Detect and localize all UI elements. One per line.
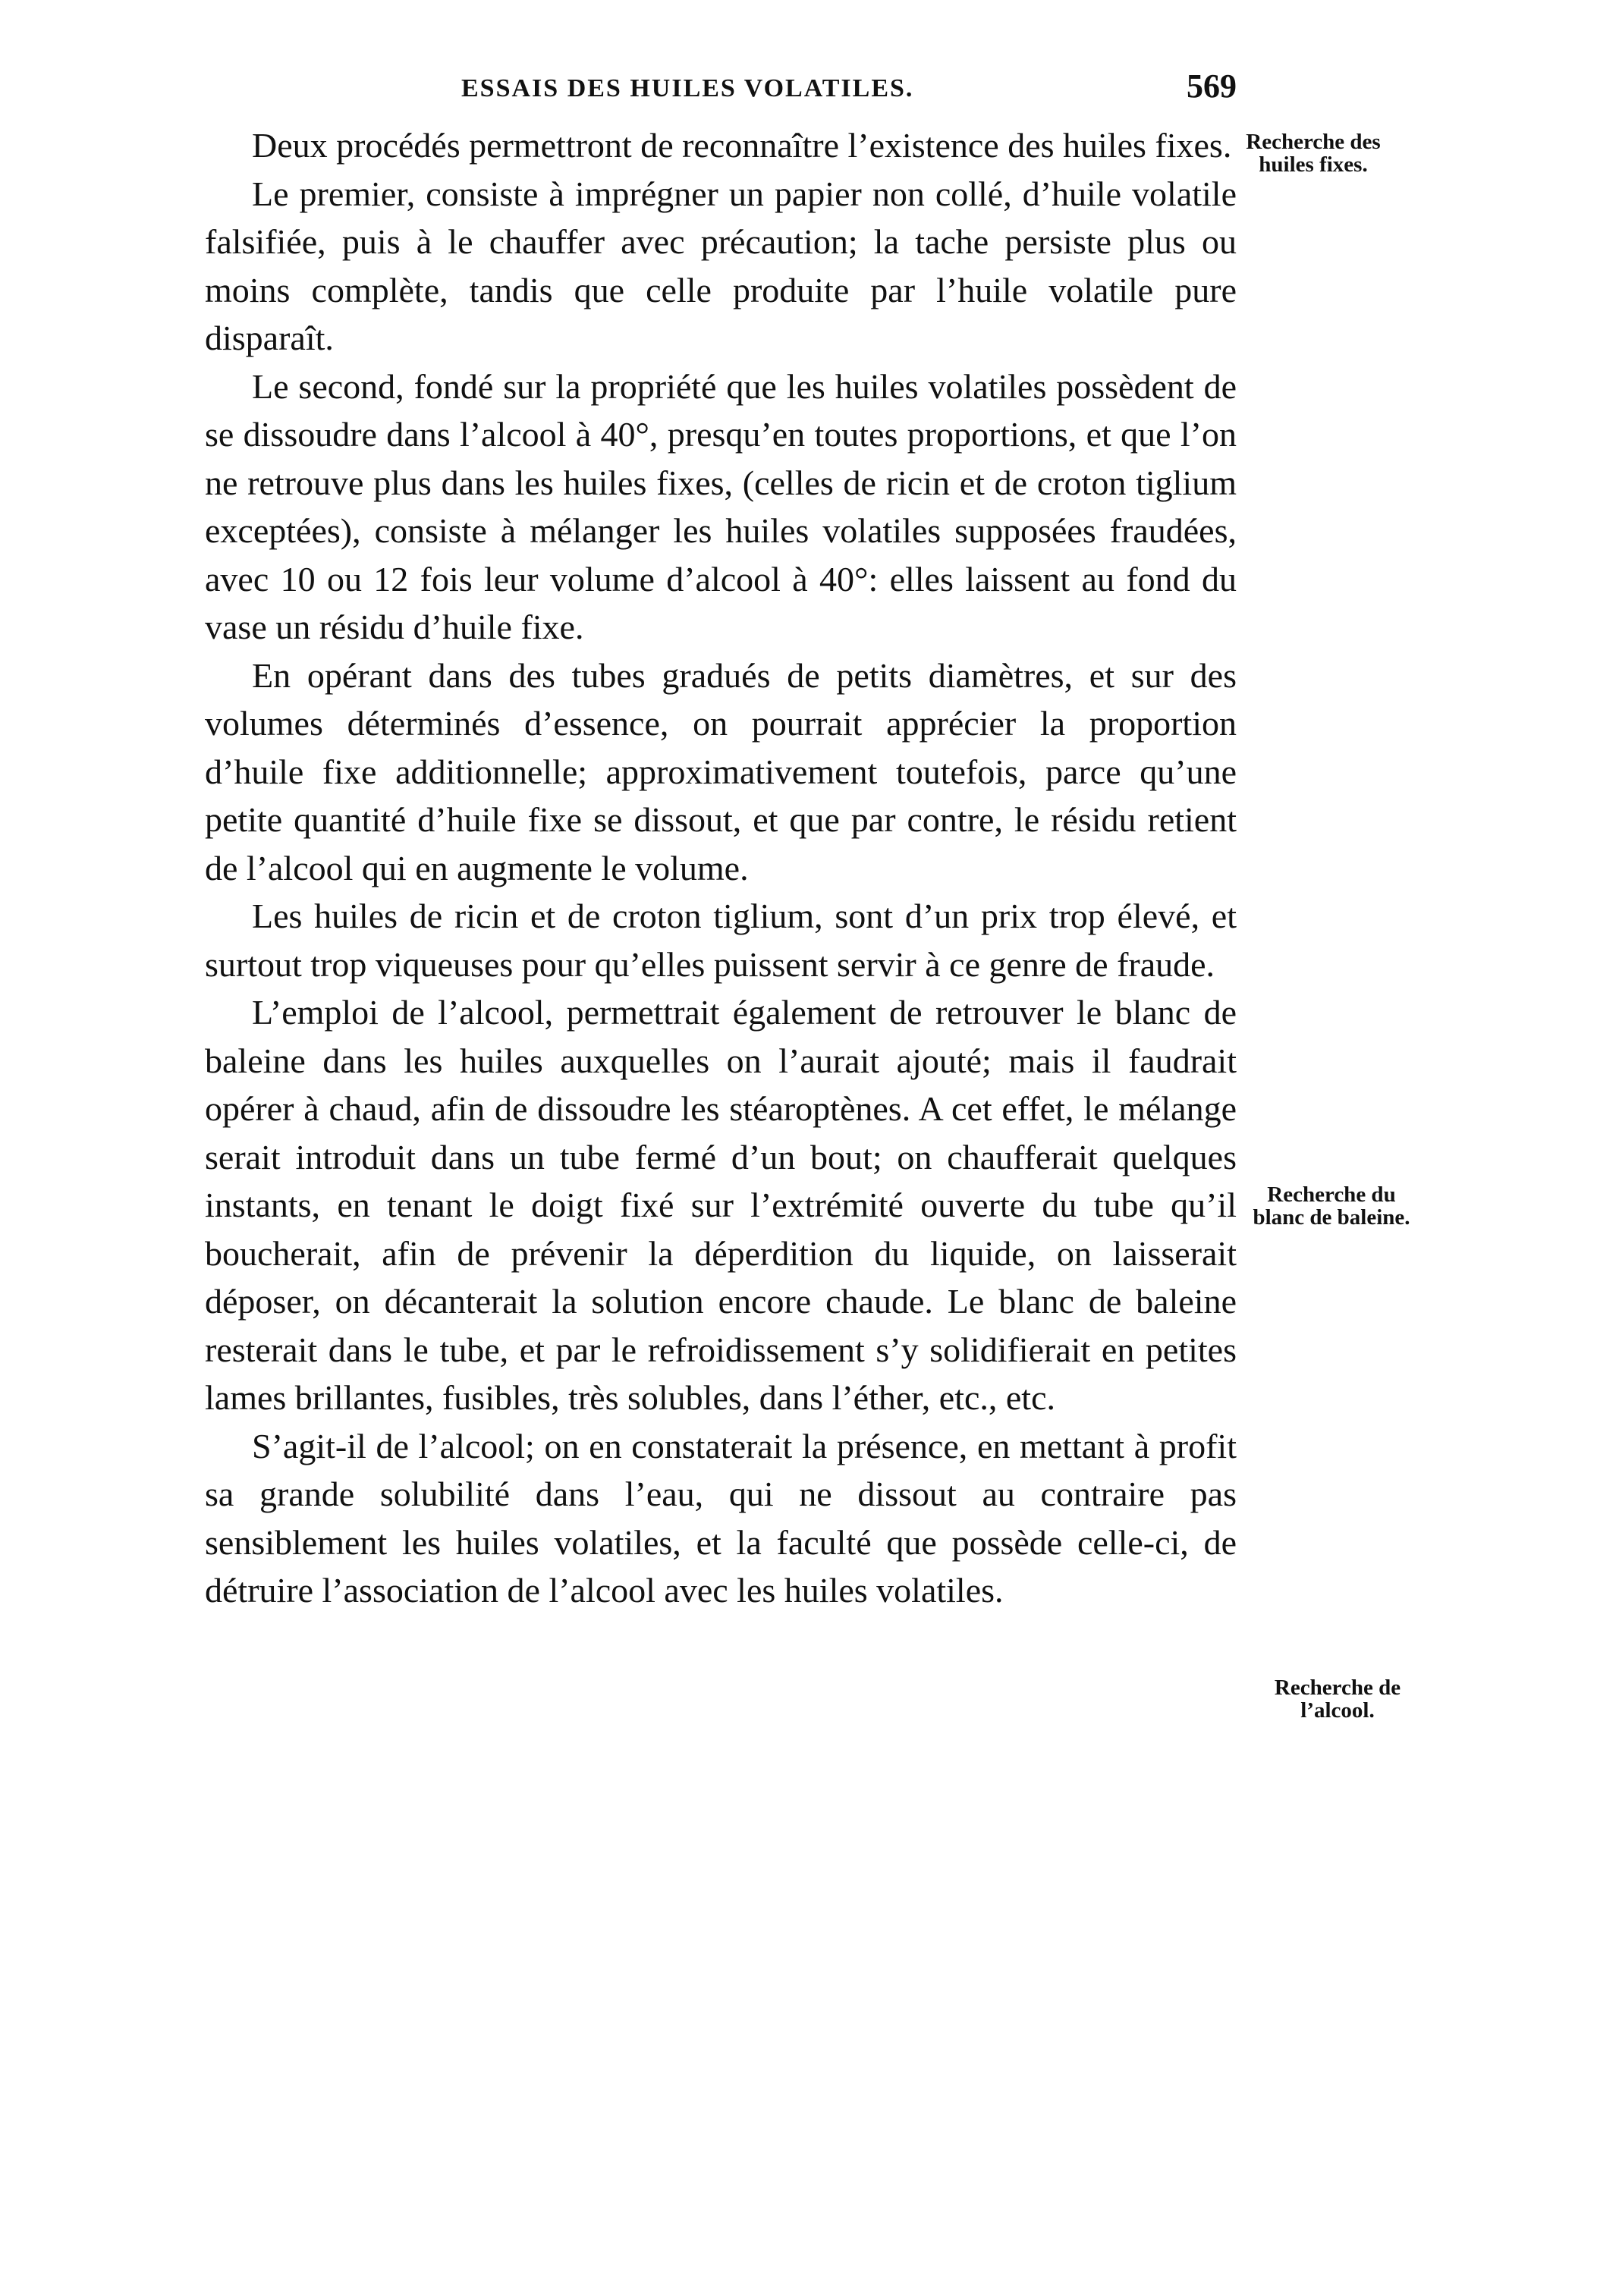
paragraph-blanc-de-baleine: L’emploi de l’alcool, permettrait également de retrouver le blanc de baleine dans les huiles auxquelles on l’aurait ajouté; mais il faudrait opérer à chaud, afin de dissoudre les stéaroptènes. A cet effet, le mélange serait introduit dans un tube fermé d’un bout; on chaufferait quelques instants, en tenant le doigt fixé sur l’extrémité ouverte du tube qu’il boucherait, afin de prévenir la déperdition du liquide, on laisserait déposer, on décanterait la solution encore chaude. Le blanc de baleine resterait dans le tube, et par le refroidissement s’y solidifierait en petites lames brillantes, fusibles, très solubles, dans l’éther, etc., etc. <box>205 993 1237 1417</box>
margin-note-blanc-de-baleine: Recherche du blanc de baleine. <box>1253 1183 1410 1230</box>
paragraph-second-procede: Le second, fondé sur la propriété que les huiles volatiles possèdent de se dissoudre dans l’alcool à 40°, presqu’en toutes proportions, et que l’on ne retrouve plus dans les huiles fixes, (celles de ricin et de croton tiglium exceptées), consiste à mélanger les huiles volatiles supposées fraudées, avec 10 ou 12 fois leur volume d’alcool à 40°: elles laissent au fond du vase un résidu d’huile fixe. <box>205 366 1237 646</box>
paragraph-alcool: S’agit-il de l’alcool; on en constaterait la présence, en mettant à profit sa grande solubilité dans l’eau, qui ne dissout au contraire pas sensiblement les huiles volatiles, et la faculté que possède celle-ci, de détruire l’association de l’alcool avec les huiles volatiles. <box>205 1426 1237 1610</box>
page-number: 569 <box>1187 68 1237 105</box>
page-header <box>205 67 1237 112</box>
paragraph-premier-procede: Le premier, consiste à imprégner un papier non collé, d’huile volatile falsifiée, puis à le chauffer avec précaution; la tache persiste plus ou moins complète, tandis que celle produite par l’huile volatile pure disparaît. <box>205 174 1237 357</box>
margin-note-alcool: Recherche de l’alcool. <box>1274 1676 1401 1723</box>
margin-note-huiles-fixes: Recherche des huiles fixes. <box>1246 130 1381 177</box>
running-head: ESSAIS DES HUILES VOLATILES. <box>461 74 914 102</box>
body-text <box>205 121 1237 1615</box>
paragraph-ricin-croton: Les huiles de ricin et de croton tiglium, sont d’un prix trop élevé, et surtout trop viqueuses pour qu’elles puissent servir à ce genre de fraude. <box>205 897 1237 984</box>
paragraph-huiles-fixes: Deux procédés permettront de reconnaître l’existence des huiles fixes. <box>252 126 1232 165</box>
paragraph-tubes-gradues: En opérant dans des tubes gradués de petits diamètres, et sur des volumes déterminés d’essence, on pourrait apprécier la proportion d’huile fixe additionnelle; approximativement toutefois, parce qu’une petite quantité d’huile fixe se dissout, et que par contre, le résidu retient de l’alcool qui en augmente le volume. <box>205 655 1237 887</box>
